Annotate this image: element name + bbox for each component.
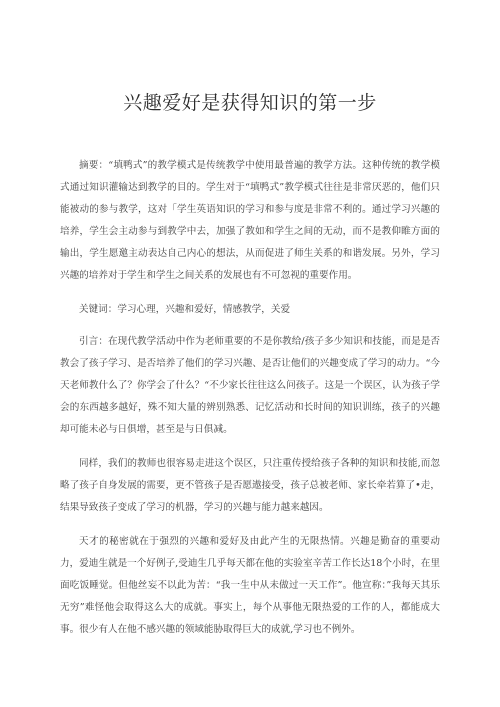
body-paragraph-3: 天才的秘密就在于强烈的兴趣和爱好及由此产生的无限热情。兴趣是勤奋的重要动力，爱迪生就是一个好例子,受迪生几乎每天都在他的实验室辛苦工作长达18个小时，在里面吃饭睡觉。但他丝妄不以此为苦：“我一生中从未做过一天工作”。他宣称：”我每天其乐无穷”难怪他会取得这么大的成就。事实上，每个从事他无限热爱的工作的人，都能成大事。很少有人在他不感兴趣的领域能胁取得巨大的成就,学习也不例外。 xyxy=(60,536,440,635)
keywords-line: 关键词：学习心理，兴趣和爱好，情感教学，关爱 xyxy=(79,304,291,315)
intro-paragraph: 引言：在现代教学活动中作为老师重要的不是你教给/孩子多少知识和技能，而是是否教会了孩子学习、是否培养了他们的学习兴趣、是否让他们的兴趣变成了学习的动力。“今天老师教什么了？你学会了什么？“不少家长往往这么问孩子。这是一个误区，认为孩子学会的东西越多越好，殊不知大量的辨别熟悉、记忆活动和长时间的知识训练，孩子的兴趣却可能未必与日俱增，甚至是与日俱减。 xyxy=(60,336,440,435)
abstract-paragraph: 摘要：“填鸭式”的教学模式是传统教学中使用最普遍的教学方法。这种传统的教学模式通过知识灌输达到教学的目的。学生对于“填鸭式”教学模式往往是非常厌恶的，他们只能被动的参与教学，这对「学生英语知识的学习和参与度是非常不利的。通过学习兴趣的培养，学生会主动参与到教学中去，加强了教如和学生之间的无动，而不是教仰睢方面的输出，学生愿邀主动表达自己内心的想法，从而促进了师生关系的和谐发展。另外，学习兴趣的培养对于学生和学生之间关系的发展也有不可忽视的重要作用。 xyxy=(60,160,440,281)
body-paragraph-2: 同样，我们的教师也很容易走进这个误区，只注重传授给孩子各种的知识和技能,而忽略了孩子自身发展的需要，更不管孩子是否愿遨接受，孩子总被老师、家长牵若算了•走，结果导致孩子变成了学习的机器，学习的兴趣与能力越来越因。 xyxy=(60,458,440,513)
document-title: 兴趣爱好是获得知识的第一步 xyxy=(123,92,377,114)
